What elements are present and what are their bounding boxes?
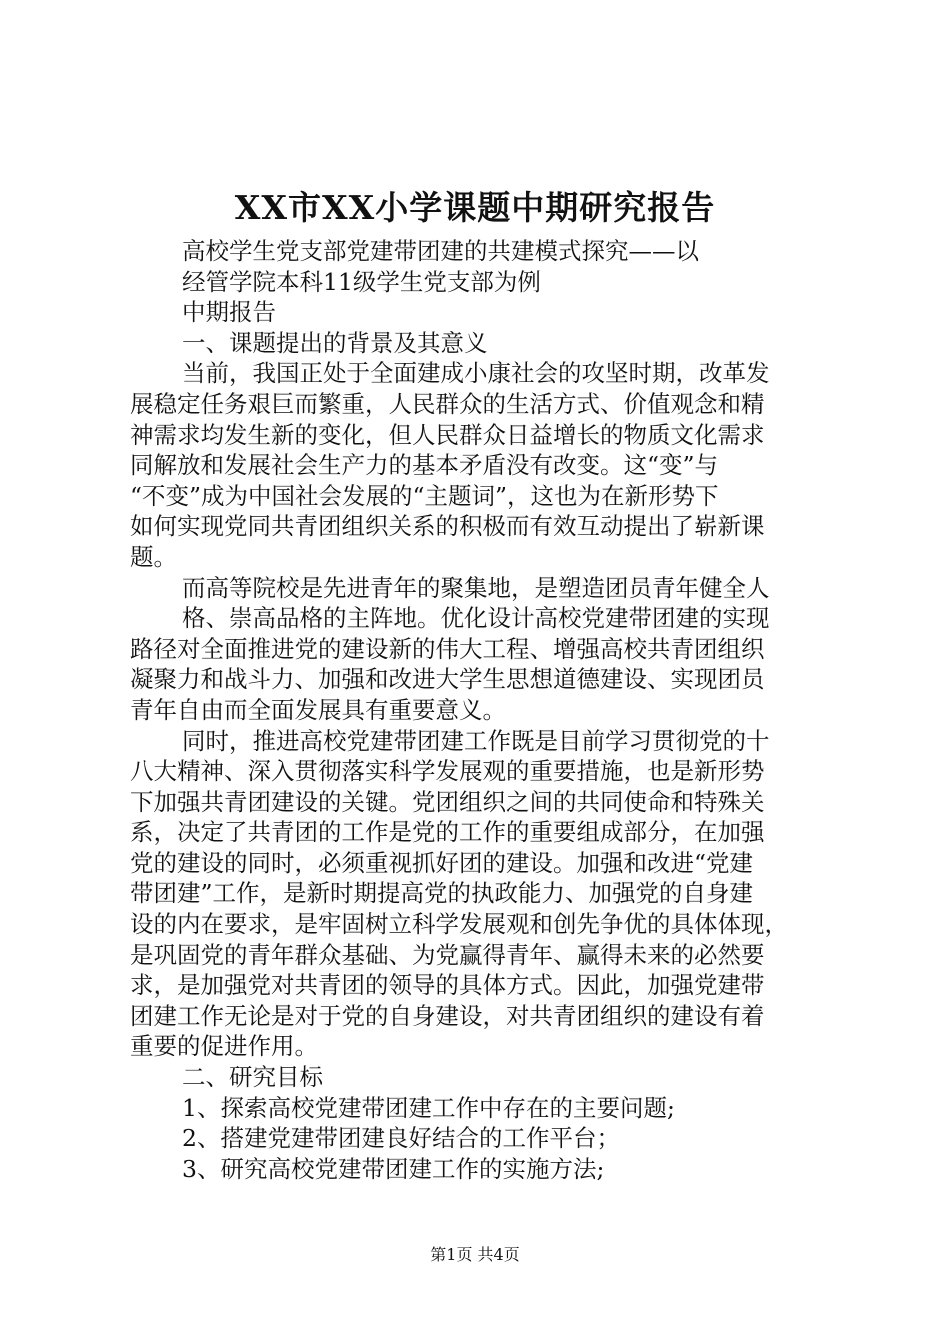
report-label: 中期报告 (182, 298, 276, 327)
paragraph-line: 带团建”工作，是新时期提高党的执政能力、加强党的自身建 (130, 879, 754, 908)
paragraph-line: 同时，推进高校党建带团建工作既是目前学习贯彻党的十 (182, 726, 770, 755)
paragraph-line: 格、崇高品格的主阵地。优化设计高校党建带团建的实现 (182, 604, 770, 633)
paragraph-line: 是巩固党的青年群众基础、为党赢得青年、赢得未来的必然要 (130, 940, 765, 969)
paragraph-line: 凝聚力和战斗力、加强和改进大学生思想道德建设、实现团员 (130, 665, 765, 694)
paragraph-line: 求，是加强党对共青团的领导的具体方式。因此，加强党建带 (130, 971, 765, 1000)
paragraph-line: 团建工作无论是对于党的自身建设，对共青团组织的建设有着 (130, 1001, 765, 1030)
document-title: XX市XX小学课题中期研究报告 (234, 188, 716, 227)
paragraph-line: “不变”成为中国社会发展的“主题词”，这也为在新形势下 (130, 481, 719, 510)
paragraph-line: 如何实现党同共青团组织关系的积极而有效互动提出了崭新课 (130, 512, 765, 541)
document-body (130, 236, 834, 1184)
list-item: 2、搭建党建带团建良好结合的工作平台； (182, 1124, 620, 1153)
paragraph-line: 同解放和发展社会生产力的基本矛盾没有改变。这“变”与 (130, 451, 719, 480)
section-heading-2: 二、研究目标 (182, 1063, 323, 1092)
section-heading-1: 一、课题提出的背景及其意义 (182, 328, 488, 357)
paragraph-line: 下加强共青团建设的关键。党团组织之间的共同使命和特殊关 (130, 787, 765, 816)
subtitle-line-2: 经管学院本科11级学生党支部为例 (182, 267, 541, 296)
paragraph-line: 展稳定任务艰巨而繁重，人民群众的生活方式、价值观念和精 (130, 389, 765, 418)
list-item: 1、探索高校党建带团建工作中存在的主要问题; (182, 1093, 675, 1122)
paragraph-line: 而高等院校是先进青年的聚集地，是塑造团员青年健全人 (182, 573, 770, 602)
paragraph-line: 神需求均发生新的变化，但人民群众日益增长的物质文化需求 (130, 420, 765, 449)
subtitle-line-1: 高校学生党支部党建带团建的共建模式探究——以 (182, 237, 699, 265)
paragraph-line: 青年自由而全面发展具有重要意义。 (130, 695, 506, 724)
paragraph-line: 设的内在要求，是牢固树立科学发展观和创先争优的具体体现， (130, 910, 788, 939)
paragraph-line: 路径对全面推进党的建设新的伟大工程、增强高校共青团组织 (130, 634, 765, 663)
page-footer: 第1页 共4页 (430, 1245, 520, 1264)
paragraph-line: 党的建设的同时，必须重视抓好团的建设。加强和改进“党建 (130, 848, 754, 877)
paragraph-line: 重要的促进作用。 (130, 1032, 318, 1061)
paragraph-line: 八大精神、深入贯彻落实科学发展观的重要措施，也是新形势 (130, 757, 765, 786)
list-item: 3、研究高校党建带团建工作的实施方法; (182, 1154, 605, 1183)
paragraph-line: 系，决定了共青团的工作是党的工作的重要组成部分，在加强 (130, 818, 765, 847)
paragraph-line: 当前，我国正处于全面建成小康社会的攻坚时期，改革发 (182, 359, 770, 388)
paragraph-line: 题。 (130, 542, 177, 571)
